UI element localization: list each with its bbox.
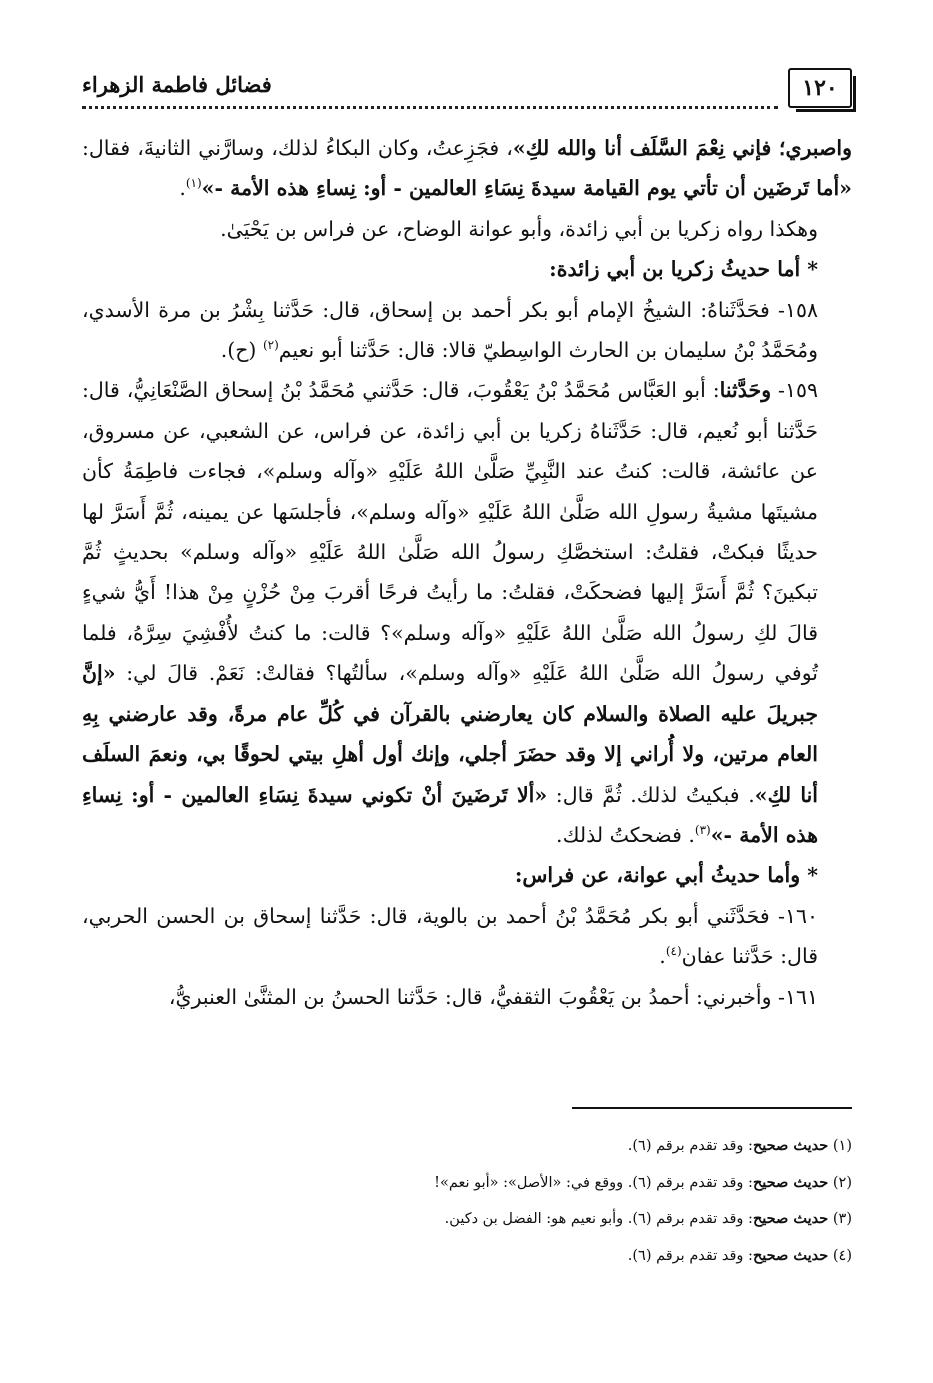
footnote-text: : وقد تقدم برقم (٦). وأبو نعيم هو: الفضل بن دكين. — [444, 1211, 753, 1227]
punctuation: . — [659, 944, 666, 969]
hadith-text: : أبو العَبَّاس مُحَمَّدُ بْنُ يَعْقُوبَ، قال: حَدَّثني مُحَمَّدُ بْنُ إسحاق الصَّنْعَانِيُّ، قال: حَدَّثنا أبو نُعيم، قال: حَدَّثَناهُ زكريا بن أبي زائدة، عن فراس، عن الشعبي، عن مسروق، عن عائشة، قالت: كنتُ عند النَّبِيِّ صَلَّىٰ اللهُ عَلَيْهِ «وآله وسلم»، فجاءت فاطِمَةُ كأن مشيتَها مشيةُ رسولِ الله صَلَّىٰ اللهُ عَلَيْهِ «وآله وسلم»، فأجلسَها عن يمينه، ثُمَّ أَسَرَّ لها حديثًا فبكتْ، فقلتُ: استخصَّكِ رسولُ الله صَلَّىٰ اللهُ عَلَيْهِ «وآله وسلم» بحديثٍ ثُمَّ تبكينَ؟ ثُمَّ أَسَرَّ إليها فضحكَتْ، فقلتُ: ما رأيتُ فرحًا أقربَ مِنْ حُزْنٍ مِنْ هذا! أَيُّ شيءٍ قالَ لكِ رسولُ الله صَلَّىٰ اللهُ عَلَيْهِ «وآله وسلم»؟ قالت: ما كنتُ لأُفْشِيَ سِرَّهُ، فلما تُوفي رسولُ الله صَلَّىٰ اللهُ عَلَيْهِ «وآله وسلم»، سألتُها؟ فقالتْ: نَعَمْ. قالَ لي: — [82, 378, 818, 686]
quote-bold: «ألا تَرضَينَ أنْ تكوني سيدةَ نِسَاءِ العالمين - أو: نِساءِ هذه الأمة -» — [82, 782, 818, 847]
hadith-160 — [82, 896, 852, 977]
hadith-text: فحَدَّثَناهُ: الشيخُ الإمام أبو بكر أحمد بن إسحاق، قال: حَدَّثنا بِشْرُ بن مرة الأسدي، ومُحَمَّدُ بْنُ سليمان بن الحارث الواسِطيّ قالا: قال: حَدَّثنا أبو نعيم — [82, 297, 818, 363]
quote-bold: «أما تَرضَين أن تأتي يوم القيامة سيدةَ نِسَاءِ العالمين - أو: نِساءِ هذه الأمة -» — [201, 176, 852, 201]
footnote-text: : وقد تقدم برقم (٦). ووقع في: «الأصل»: «أبو نعم»! — [434, 1174, 753, 1191]
paragraph-chain-note: وهكذا رواه زكريا بن أبي زائدة، وأبو عوانة الوضاح، عن فراس بن يَحْيَىٰ. — [220, 216, 818, 241]
footnote-1 — [82, 1128, 852, 1165]
section-heading-abu-awana — [82, 855, 852, 895]
quote-bold: واصبري؛ فإني نِعْمَ السَّلَف أنا والله لكِ» — [512, 136, 852, 160]
footnote-text: : وقد تقدم برقم (٦). — [627, 1138, 753, 1154]
header-dotted-rule — [82, 106, 778, 109]
hadith-text: . فضحكتُ لذلك. — [556, 822, 695, 847]
narration-bold: وحَدَّثنا — [719, 378, 772, 403]
heading-text: * أما حديثُ زكريا بن أبي زائدة: — [549, 257, 818, 282]
footnote-text: : وقد تقدم برقم (٦). — [627, 1247, 753, 1264]
footnote-marker: (٣) — [832, 1211, 852, 1227]
footnotes — [82, 1128, 852, 1274]
book-title: فضائل فاطمة الزهراء — [82, 72, 272, 97]
section-heading-zakariya — [82, 249, 852, 289]
footnote-ref-3[interactable]: (٣) — [694, 823, 711, 838]
hadith-text: فحَدَّثَني أبو بكر مُحَمَّدُ بْنُ أحمد بن بالوية، قال: حَدَّثنا إسحاق بن الحسن الحربي، قال: حَدَّثنا عفان — [82, 903, 818, 969]
footnote-ref-1[interactable]: (١) — [185, 176, 202, 191]
footnote-label: حديث صحيح — [752, 1137, 829, 1154]
hadith-number: ١٦١- — [771, 984, 818, 1009]
footnote-4 — [82, 1238, 852, 1275]
paragraph-continuation — [82, 128, 852, 209]
hadith-number: ١٦٠- — [769, 903, 818, 928]
page-number: ١٢٠ — [788, 68, 852, 108]
hadith-158 — [82, 290, 852, 371]
footnote-label: حديث صحيح — [752, 1173, 829, 1191]
heading-text: * وأما حديثُ أبي عوانة، عن فراس: — [514, 863, 818, 888]
quote-bold: «إنَّ جبريلَ عليه الصلاة والسلام كان يعارضني بالقرآن في كُلِّ عام مرةً، وقد عارضني بِهِ العام مرتين، ولا أُراني إلا وقد حضَرَ أجلي، وإنك أول أهلِ بيتي لحوقًا بي، ونعمَ السلَف أنا لكِ» — [82, 661, 818, 807]
hadith-number: ١٥٨- — [769, 297, 818, 322]
running-header — [82, 68, 852, 120]
footnote-label: حديث صحيح — [752, 1210, 829, 1227]
punctuation: . — [179, 176, 186, 201]
footnote-3 — [82, 1201, 852, 1238]
hadith-text: وأخبرني: أحمدُ بن يَعْقُوبَ الثقفيُّ، قال: حَدَّثنا الحسنُ بن المثنَّىٰ العنبريُّ، — [168, 984, 772, 1009]
hadith-text: . فبكيتُ لذلك. ثُمَّ قال: — [547, 782, 755, 807]
footnote-2 — [82, 1165, 852, 1202]
narration-text: ، فجَزِعتُ، وكان البكاءُ لذلك، وسارَّني الثانيةَ، فقال: — [82, 136, 513, 160]
footnote-ref-2[interactable]: (٢) — [262, 338, 279, 353]
footnote-marker: (٢) — [832, 1174, 852, 1191]
footnote-separator — [572, 1107, 852, 1109]
hadith-number: ١٥٩- — [771, 378, 818, 403]
hadith-161 — [82, 977, 852, 1017]
footnote-ref-4[interactable]: (٤) — [665, 944, 682, 959]
hadith-text: (ح). — [220, 338, 263, 363]
footnote-marker: (١) — [832, 1138, 852, 1154]
footnote-label: حديث صحيح — [752, 1246, 829, 1264]
footnote-marker: (٤) — [832, 1247, 852, 1264]
main-text — [82, 128, 852, 1017]
hadith-159 — [82, 370, 852, 855]
